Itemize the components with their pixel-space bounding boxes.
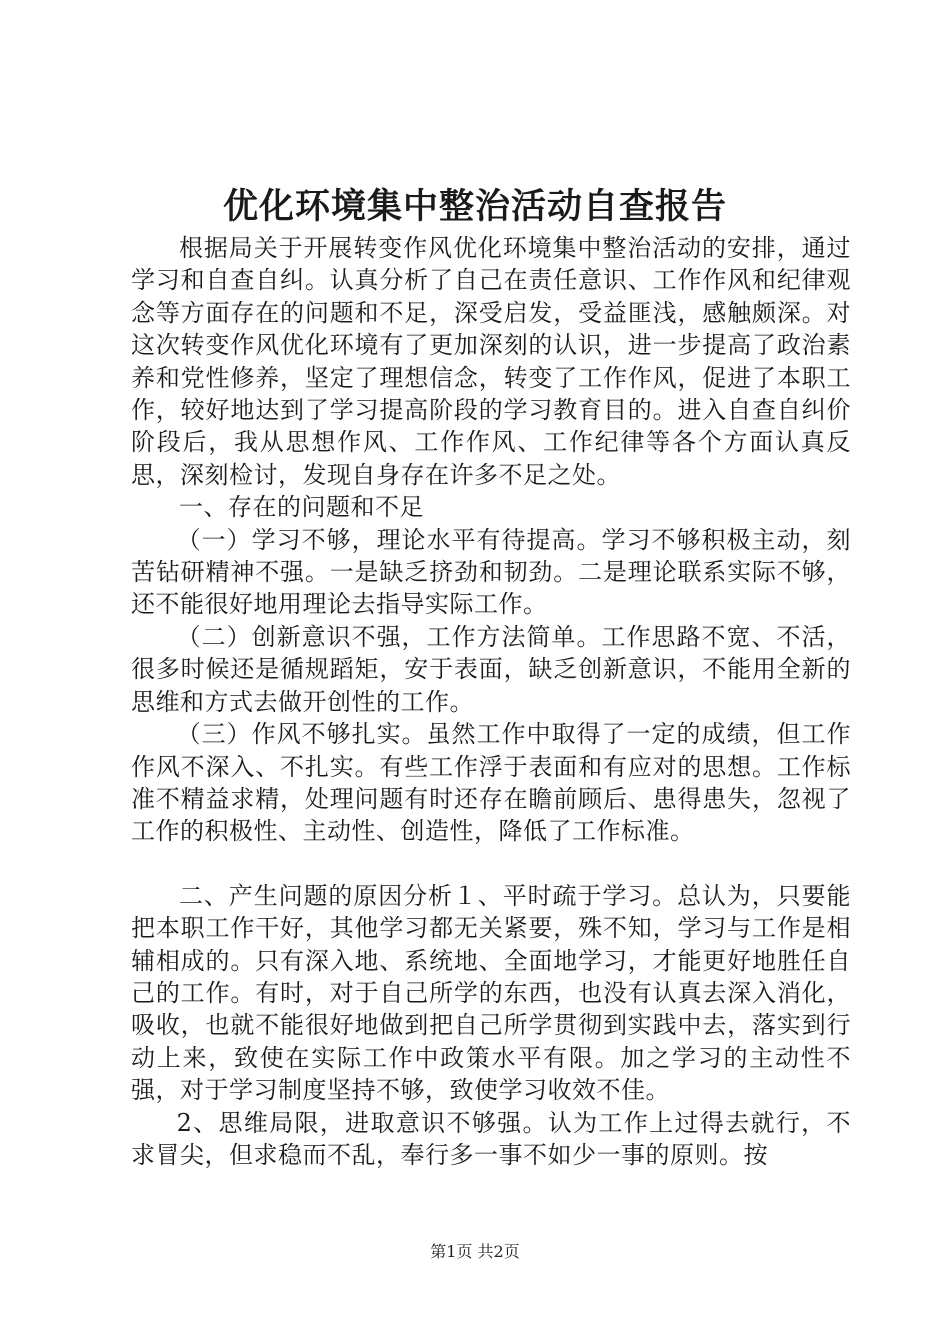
paragraph-problem-3: （三）作风不够扎实。虽然工作中取得了一定的成绩，但工作作风不深入、不扎实。有些工作浮于表面和有应对的思想。工作标准不精益求精，处理问题有时还存在瞻前顾后、患得患失，忽视了工作的积极性、主动性、创造性，降低了工作标准。 <box>131 720 851 846</box>
document-body <box>131 232 851 1171</box>
page-number: 第1页 共2页 <box>430 1242 520 1261</box>
paragraph-intro: 根据局关于开展转变作风优化环境集中整治活动的安排，通过学习和自查自纠。认真分析了自己在责任意识、工作作风和纪律观念等方面存在的问题和不足，深受启发，受益匪浅，感触颇深。对这次转变作风优化环境有了更加深刻的认识，进一步提高了政治素养和党性修养，坚定了理想信念，转变了工作作风，促进了本职工作，较好地达到了学习提高阶段的学习教育目的。进入自查自纠价阶段后，我从思想作风、工作作风、工作纪律等各个方面认真反思，深刻检讨，发现自身存在许多不足之处。 <box>131 234 851 489</box>
paragraph-problem-2: （二）创新意识不强，工作方法简单。工作思路不宽、不活，很多时候还是循规蹈矩，安于表面，缺乏创新意识，不能用全新的思维和方式去做开创性的工作。 <box>131 622 851 716</box>
section-heading-problems: 一、存在的问题和不足 <box>179 493 424 522</box>
paragraph-cause-analysis: 二、产生问题的原因分析１、平时疏于学习。总认为，只要能把本职工作干好，其他学习都无关紧要，殊不知，学习与工作是相辅相成的。只有深入地、系统地、全面地学习，才能更好地胜任自己的工作。有时，对于自己所学的东西，也没有认真去深入消化，吸收，也就不能很好地做到把自己所学贯彻到实践中去，落实到行动上来，致使在实际工作中政策水平有限。加之学习的主动性不强，对于学习制度坚持不够，致使学习收效不佳。 <box>131 881 851 1105</box>
paragraph-problem-1: （一）学习不够，理论水平有待提高。学习不够积极主动，刻苦钻研精神不强。一是缺乏挤劲和韧劲。二是理论联系实际不够，还不能很好地用理论去指导实际工作。 <box>131 525 851 619</box>
paragraph-cause-2: 2、思维局限，进取意识不够强。认为工作上过得去就行，不求冒尖，但求稳而不乱，奉行多一事不如少一事的原则。按 <box>131 1108 851 1169</box>
document-title: 优化环境集中整治活动自查报告 <box>222 186 727 227</box>
